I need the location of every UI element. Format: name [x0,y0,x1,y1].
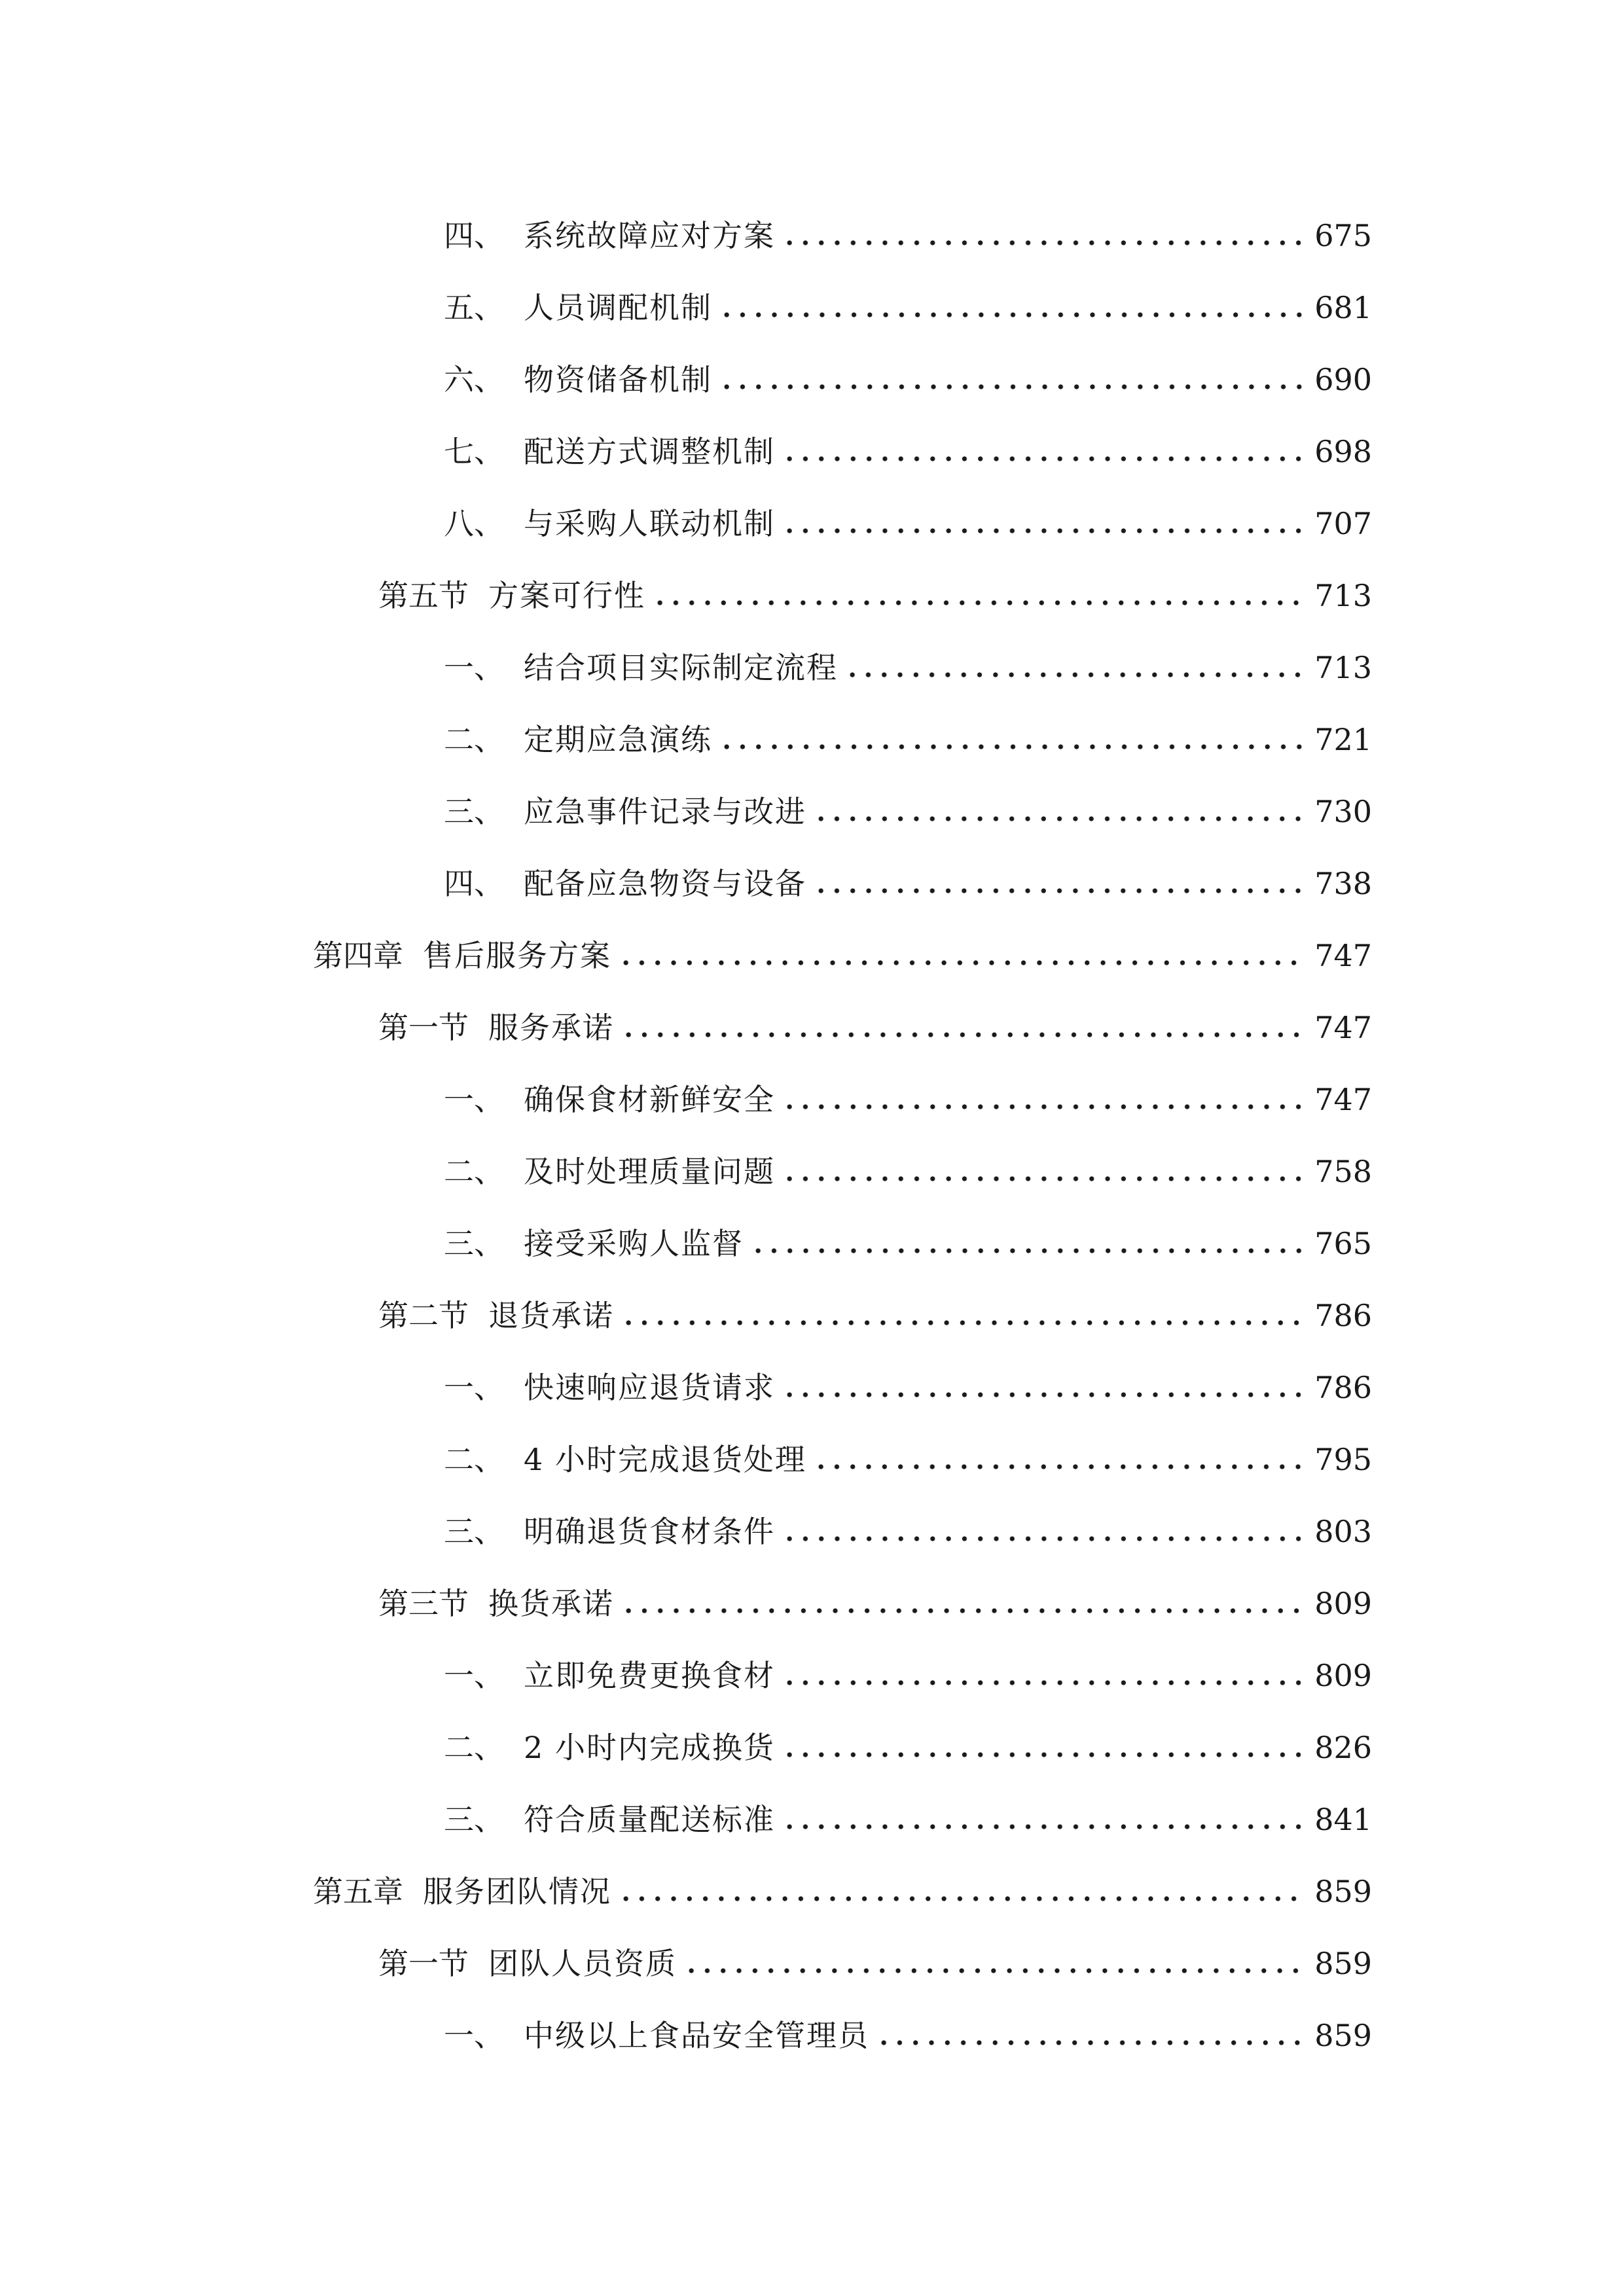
toc-entry[interactable] [444,1787,1372,1839]
entry-page-number: 859 [1314,2018,1372,2053]
dot-leader [621,1031,1303,1038]
entry-title: 符合质量配送标准 [524,1802,775,1837]
entry-page-number: 803 [1314,1514,1372,1549]
entry-title: 方案可行性 [488,578,645,613]
dot-leader [782,1103,1303,1110]
entry-title: 4 小时完成退货处理 [524,1442,806,1477]
entry-page-number: 707 [1314,506,1372,541]
dot-leader [813,816,1303,822]
toc-entry[interactable] [378,1571,1372,1623]
dot-leader [719,312,1303,318]
entry-prefix: 三、 [444,1226,504,1261]
toc-entry[interactable] [444,347,1372,399]
toc-entry[interactable] [444,491,1372,543]
toc-entry[interactable] [378,563,1372,615]
toc-entry[interactable] [378,995,1372,1047]
entry-page-number: 747 [1314,938,1372,973]
toc-entry[interactable] [444,2003,1372,2055]
entry-page-number: 721 [1314,722,1372,757]
toc-entry[interactable] [444,635,1372,687]
entry-title: 系统故障应对方案 [524,218,775,253]
entry-prefix: 八、 [444,506,504,541]
entry-prefix: 第四章 [313,938,403,973]
entry-page-number: 738 [1314,866,1372,901]
entry-prefix: 一、 [444,2018,504,2053]
toc-entry[interactable] [444,419,1372,471]
entry-prefix: 第二节 [378,1298,469,1333]
entry-title: 立即免费更换食材 [524,1658,775,1693]
entry-page-number: 713 [1314,650,1372,685]
dot-leader [683,1967,1303,1974]
entry-page-number: 730 [1314,794,1372,829]
toc-entry[interactable] [444,1355,1372,1407]
dot-leader [782,1391,1303,1398]
entry-page-number: 786 [1314,1298,1372,1333]
dot-leader [652,600,1303,606]
entry-title: 快速响应退货请求 [524,1370,775,1405]
entry-title: 应急事件记录与改进 [524,794,806,829]
entry-page-number: 841 [1314,1802,1372,1837]
dot-leader [618,960,1303,966]
entry-prefix: 六、 [444,362,504,397]
dot-leader [782,456,1303,462]
entry-title: 退货承诺 [488,1298,614,1333]
entry-prefix: 一、 [444,650,504,685]
toc-entry[interactable] [444,1499,1372,1551]
entry-title: 团队人员资质 [488,1946,677,1981]
entry-prefix: 三、 [444,1802,504,1837]
entry-page-number: 809 [1314,1586,1372,1621]
entry-page-number: 859 [1314,1874,1372,1909]
toc-entry[interactable] [444,707,1372,759]
entry-title: 换货承诺 [488,1586,614,1621]
dot-leader [782,1175,1303,1182]
entry-title: 结合项目实际制定流程 [524,650,838,685]
toc-entry[interactable] [444,203,1372,255]
dot-leader [844,672,1303,678]
entry-title: 确保食材新鲜安全 [524,1082,775,1117]
entry-page-number: 675 [1314,218,1372,253]
entry-prefix: 第一节 [378,1946,469,1981]
entry-prefix: 七、 [444,434,504,469]
dot-leader [782,1535,1303,1542]
entry-page-number: 747 [1314,1010,1372,1045]
entry-page-number: 786 [1314,1370,1372,1405]
entry-page-number: 859 [1314,1946,1372,1981]
entry-prefix: 三、 [444,1514,504,1549]
dot-leader [618,1895,1303,1902]
entry-prefix: 第一节 [378,1010,469,1045]
entry-page-number: 809 [1314,1658,1372,1693]
entry-prefix: 一、 [444,1082,504,1117]
entry-title: 服务团队情况 [423,1874,611,1909]
dot-leader [621,1319,1303,1326]
entry-title: 中级以上食品安全管理员 [524,2018,869,2053]
entry-title: 售后服务方案 [423,938,611,973]
entry-prefix: 第五章 [313,1874,403,1909]
entry-title: 物资储备机制 [524,362,712,397]
entry-title: 人员调配机制 [524,290,712,325]
entry-title: 配送方式调整机制 [524,434,775,469]
entry-page-number: 826 [1314,1730,1372,1765]
entry-title: 服务承诺 [488,1010,614,1045]
entry-page-number: 795 [1314,1442,1372,1477]
toc-entry[interactable] [378,1931,1372,1983]
dot-leader [782,1751,1303,1758]
entry-prefix: 一、 [444,1658,504,1693]
entry-prefix: 四、 [444,218,504,253]
entry-prefix: 二、 [444,1442,504,1477]
entry-title: 配备应急物资与设备 [524,866,806,901]
entry-page-number: 681 [1314,290,1372,325]
entry-page-number: 698 [1314,434,1372,469]
toc-entry[interactable] [444,851,1372,903]
toc-entry[interactable] [444,1067,1372,1119]
entry-title: 与采购人联动机制 [524,506,775,541]
dot-leader [813,888,1303,894]
dot-leader [719,384,1303,390]
entry-prefix: 一、 [444,1370,504,1405]
entry-prefix: 五、 [444,290,504,325]
dot-leader [782,1679,1303,1686]
dot-leader [782,528,1303,534]
toc-entry[interactable] [313,923,1372,975]
entry-page-number: 713 [1314,578,1372,613]
dot-leader [719,744,1303,750]
entry-page-number: 690 [1314,362,1372,397]
dot-leader [621,1607,1303,1614]
entry-prefix: 第三节 [378,1586,469,1621]
toc-entry[interactable] [313,1859,1372,1911]
dot-leader [782,1823,1303,1830]
entry-page-number: 747 [1314,1082,1372,1117]
entry-prefix: 三、 [444,794,504,829]
dot-leader [813,1463,1303,1470]
entry-prefix: 四、 [444,866,504,901]
entry-prefix: 二、 [444,722,504,757]
toc-entry[interactable] [378,1283,1372,1335]
entry-title: 接受采购人监督 [524,1226,744,1261]
entry-title: 2 小时内完成换货 [524,1730,775,1765]
entry-prefix: 二、 [444,1730,504,1765]
dot-leader [750,1247,1303,1254]
entry-page-number: 765 [1314,1226,1372,1261]
toc-entry[interactable] [444,1139,1372,1191]
dot-leader [782,240,1303,246]
dot-leader [876,2039,1303,2046]
toc-entry[interactable] [444,275,1372,327]
entry-page-number: 758 [1314,1154,1372,1189]
entry-prefix: 第五节 [378,578,469,613]
toc-entry[interactable] [444,1715,1372,1767]
entry-title: 及时处理质量问题 [524,1154,775,1189]
entry-title: 定期应急演练 [524,722,712,757]
toc-entry[interactable] [444,1643,1372,1695]
toc-entry[interactable] [444,779,1372,831]
toc-entry[interactable] [444,1427,1372,1479]
toc-entry[interactable] [444,1211,1372,1263]
entry-title: 明确退货食材条件 [524,1514,775,1549]
entry-prefix: 二、 [444,1154,504,1189]
